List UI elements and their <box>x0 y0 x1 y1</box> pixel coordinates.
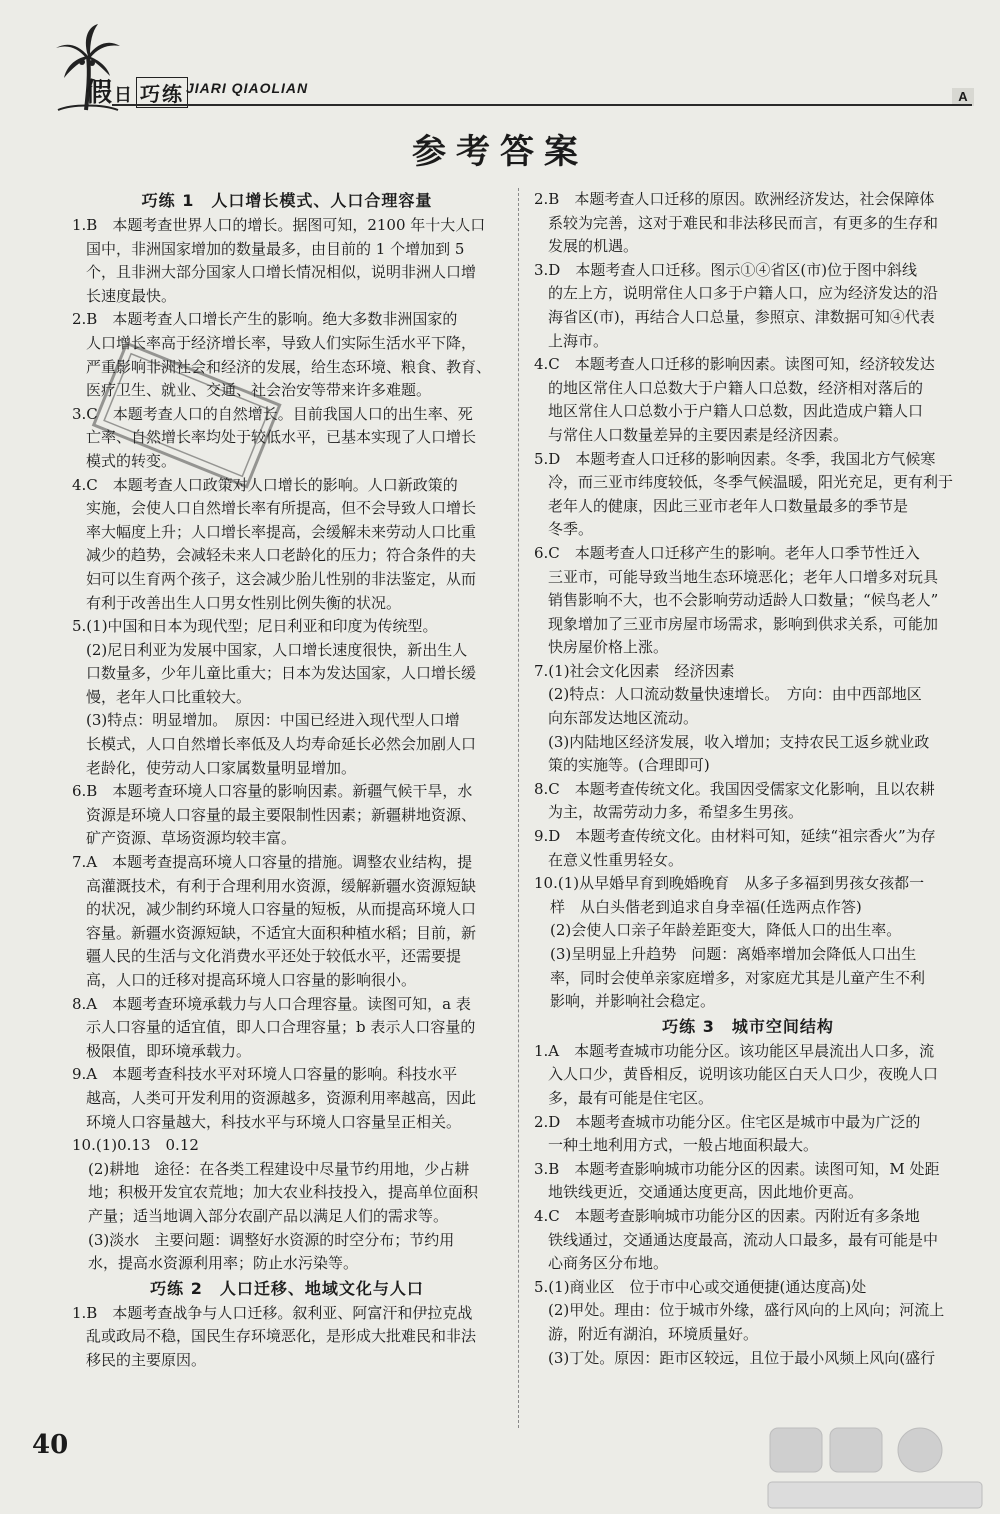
answer-continuation-line: 的左上方，说明常住人口多于户籍人口，应为经济发达的沿 <box>548 284 939 303</box>
answer-line: 8.A 本题考查环境承载力与人口合理容量。读图可知，a 表 <box>72 994 471 1013</box>
edition-badge: A <box>952 88 974 106</box>
answer-continuation-line: 老龄化，使劳动人口家属数量明显增加。 <box>86 758 357 777</box>
answer-continuation-line: 为主，故需劳动力多，希望多生男孩。 <box>548 803 804 822</box>
answer-continuation-line: 策的实施等。(合理即可) <box>548 756 710 775</box>
answer-continuation-line: 上海市。 <box>548 331 609 350</box>
answer-continuation-line: 移民的主要原因。 <box>86 1350 207 1369</box>
answer-continuation-line: (2)特点：人口流动数量快速增长。 方向：由中西部地区 <box>548 685 922 704</box>
answer-continuation-line: 实施，会使人口自然增长率有所提高，但不会导致人口增长 <box>86 499 477 518</box>
answer-continuation-line: 向东部发达地区流动。 <box>548 709 699 728</box>
answer-line: 7.A 本题考查提高环境人口容量的措施。调整农业结构，提 <box>72 853 473 872</box>
answer-continuation-line: 海省区(市)，再结合人口总量，参照京、津数据可知④代表 <box>548 307 935 326</box>
answer-continuation-line: 现象增加了三亚市房屋市场需求，影响到供求关系，可能加 <box>548 614 939 633</box>
answer-continuation-line: 发展的机遇。 <box>548 237 639 256</box>
answer-continuation-line: 个，且非洲大部分国家人口增长情况相似，说明非洲人口增 <box>86 263 477 282</box>
answer-continuation-line: (2)会使人口亲子年龄差距变大，降低人口的出生率。 <box>550 921 902 940</box>
answer-continuation-line: 长模式，人口自然增长率低及人均寿命延长必然会加剧人口 <box>86 735 477 754</box>
answer-continuation-line: 高，人口的迁移对提高环境人口容量的影响很小。 <box>86 971 417 989</box>
answer-continuation-line: 资源是环境人口容量的最主要限制性因素；新疆耕地资源、 <box>86 805 477 824</box>
answer-continuation-line: 水，提高水资源利用率；防止水污染等。 <box>88 1254 359 1273</box>
answer-continuation-line: 示人口容量的适宜值，即人口合理容量；b 表示人口容量的 <box>86 1018 476 1037</box>
answer-continuation-line: (3)淡水 主要问题：调整好水资源的时空分布；节约用 <box>88 1230 455 1249</box>
answer-line: 4.C 本题考查人口迁移的影响因素。读图可知，经济较发达 <box>534 355 935 374</box>
answer-continuation-line: 越高，人类可开发利用的资源越多，资源利用率越高，因此 <box>86 1088 477 1107</box>
answer-continuation-line: 妇可以生育两个孩子，这会减少胎儿性别的非法鉴定，从而 <box>86 569 477 588</box>
answer-line: 3.C 本题考查人口的自然增长。目前我国人口的出生率、死 <box>72 404 473 423</box>
answer-line: 9.A 本题考查科技水平对环境人口容量的影响。科技水平 <box>72 1065 458 1084</box>
answer-line: 5.(1)中国和日本为现代型；尼日利亚和印度为传统型。 <box>72 617 438 636</box>
answer-continuation-line: 一种土地利用方式，一般占地面积最大。 <box>548 1136 819 1155</box>
answer-continuation-line: (3)特点：明显增加。 原因：中国已经进入现代型人口增 <box>86 711 460 730</box>
right-column <box>534 188 962 1370</box>
answer-continuation-line: 铁线通过，交通通达度最高，流动人口最多，最有可能是中 <box>548 1230 939 1249</box>
answer-line: 4.C 本题考查影响城市功能分区的因素。丙附近有多条地 <box>534 1206 920 1225</box>
answer-line: 9.D 本题考查传统文化。由材料可知，延续“祖宗香火”为存 <box>534 827 936 846</box>
answer-line: 2.D 本题考查城市功能分区。住宅区是城市中最为广泛的 <box>534 1112 921 1131</box>
page-number: 40 <box>32 1430 69 1460</box>
section-title: 巧练 3 城市空间结构 <box>662 1016 834 1036</box>
answer-line: 6.C 本题考查人口迁移产生的影响。老年人口季节性迁入 <box>534 543 920 562</box>
answer-continuation-line: 国中，非洲国家增加的数量最多，由目前的 1 个增加到 5 <box>86 239 465 258</box>
answer-continuation-line: 医疗卫生、就业、交通、社会治安等带来许多难题。 <box>86 381 432 400</box>
answer-line: 1.A 本题考查城市功能分区。该功能区早晨流出人口多，流 <box>534 1041 935 1060</box>
answer-continuation-line: 游，附近有湖泊，环境质量好。 <box>548 1324 759 1343</box>
answer-continuation-line: 亡率、自然增长率均处于较低水平，已基本实现了人口增长 <box>86 428 477 447</box>
answer-continuation-line: 矿产资源、草场资源均较丰富。 <box>86 829 297 848</box>
answer-line: 10.(1)0.13 0.12 <box>72 1136 199 1155</box>
answer-continuation-line: 疆人民的生活与文化消费水平还处于较低水平，还需要提 <box>86 947 462 966</box>
answer-continuation-line: 减少的趋势，会减轻未来人口老龄化的压力；符合条件的夫 <box>86 546 477 565</box>
answer-line: 2.B 本题考查人口迁移的原因。欧洲经济发达，社会保障体 <box>534 190 935 208</box>
answer-line: 5.D 本题考查人口迁移的影响因素。冬季，我国北方气候寒 <box>534 449 936 468</box>
answer-continuation-line: 老年人的健康，因此三亚市老年人口数量最多的季节是 <box>548 496 909 515</box>
answer-line: 3.D 本题考查人口迁移。图示①④省区(市)位于图中斜线 <box>534 260 918 279</box>
answer-continuation-line: 地铁线更近，交通通达度更高，因此地价更高。 <box>548 1183 864 1202</box>
answer-continuation-line: (2)耕地 途径：在各类工程建设中尽量节约用地，少占耕 <box>88 1159 470 1178</box>
answer-line: 1.B 本题考查世界人口的增长。据图可知，2100 年十大人口 <box>72 216 486 234</box>
answer-continuation-line: 冬季。 <box>548 520 594 539</box>
answer-line: 5.(1)商业区 位于市中心或交通便捷(通达度高)处 <box>534 1277 867 1296</box>
section-title: 巧练 2 人口迁移、地域文化与人口 <box>150 1278 424 1298</box>
answer-continuation-line: 心商务区分布地。 <box>548 1254 669 1273</box>
answer-continuation-line: 与常住人口数量差异的主要因素是经济因素。 <box>548 425 849 444</box>
header-divider <box>112 104 972 106</box>
answer-continuation-line: 严重影响非洲社会和经济的发展，给生态环境、粮食、教育、 <box>86 357 492 376</box>
answer-continuation-line: 地区常住人口总数小于户籍人口总数，因此造成户籍人口 <box>548 402 924 421</box>
answer-line: 10.(1)从早婚早育到晚婚晚育 从多子多福到男孩女孩都一 <box>534 874 925 893</box>
answer-continuation-line: 样 从白头偕老到追求自身幸福(任选两点作答) <box>550 897 862 916</box>
answer-continuation-line: (3)丁处。原因：距市区较远，且位于最小风频上风向(盛行 <box>548 1348 936 1367</box>
answer-continuation-line: 人口增长率高于经济增长率，导致人们实际生活水平下降， <box>86 333 477 352</box>
left-column <box>72 188 502 1373</box>
answer-line: 2.B 本题考查人口增长产生的影响。绝大多数非洲国家的 <box>72 310 458 329</box>
answer-continuation-line: (3)呈明显上升趋势 问题：离婚率增加会降低人口出生 <box>550 945 917 963</box>
brand-char-3: 巧练 <box>136 77 188 108</box>
brand-char-2: 日 <box>114 85 135 106</box>
page-header <box>0 0 1000 120</box>
answer-continuation-line: 环境人口容量越大，科技水平与环境人口容量呈正相关。 <box>86 1112 462 1131</box>
answer-continuation-line: 有利于改善出生人口男女性别比例失衡的状况。 <box>86 593 402 612</box>
answer-line: 6.B 本题考查环境人口容量的影响因素。新疆气候干旱，水 <box>72 782 473 801</box>
section-title: 巧练 1 人口增长模式、人口合理容量 <box>141 191 433 210</box>
page-title: 参考答案 <box>412 132 588 172</box>
answer-continuation-line: (2)尼日利亚为发展中国家，人口增长速度很快，新出生人 <box>86 640 468 659</box>
brand-name-en: JIARI QIAOLIAN <box>186 80 309 96</box>
answer-continuation-line: 极限值，即环境承载力。 <box>86 1041 252 1060</box>
answer-continuation-line: 慢，老年人口比重较大。 <box>86 687 252 706</box>
answer-line: 8.C 本题考查传统文化。我国因受儒家文化影响，且以农耕 <box>534 779 935 798</box>
column-divider <box>518 188 519 1428</box>
answer-line: 7.(1)社会文化因素 经济因素 <box>534 661 735 680</box>
answer-continuation-line: 的状况，减少制约环境人口容量的短板，从而提高环境人口 <box>86 900 477 919</box>
answer-line: 4.C 本题考查人口政策对人口增长的影响。人口新政策的 <box>72 475 458 494</box>
answer-continuation-line: 长速度最快。 <box>86 286 177 305</box>
answer-continuation-line: 三亚市，可能导致当地生态环境恶化；老年人口增多对玩具 <box>548 567 939 586</box>
answer-continuation-line: 模式的转变。 <box>86 451 177 470</box>
answer-continuation-line: 在意义性重男轻女。 <box>548 850 684 869</box>
answer-continuation-line: 快房屋价格上涨。 <box>548 638 669 657</box>
answer-continuation-line: 乱或政局不稳，国民生存环境恶化，是形成大批难民和非法 <box>86 1327 477 1346</box>
answer-continuation-line: 口数量多，少年儿童比重大；日本为发达国家，人口增长缓 <box>86 664 477 683</box>
answer-continuation-line: 的地区常住人口总数大于户籍人口总数，经济相对落后的 <box>548 378 924 397</box>
answer-continuation-line: 率大幅度上升；人口增长率提高，会缓解未来劳动人口比重 <box>86 522 477 541</box>
answer-continuation-line: 入人口少，黄昏相反，说明该功能区白天人口少，夜晚人口 <box>548 1065 939 1084</box>
watermark-logo-icon <box>760 1424 990 1512</box>
answer-continuation-line: 容量。新疆水资源短缺，不适宜大面积种植水稻；目前，新 <box>86 923 477 942</box>
answer-continuation-line: 率，同时会使单亲家庭增多，对家庭尤其是儿童产生不利 <box>550 968 926 987</box>
answer-continuation-line: 产量；适当地调入部分农副产品以满足人们的需求等。 <box>88 1206 449 1225</box>
brand-char-1: 假 <box>86 78 115 108</box>
answer-line: 1.B 本题考查战争与人口迁移。叙利亚、阿富汗和伊拉克战 <box>72 1303 473 1322</box>
answer-continuation-line: 高灌溉技术，有利于合理利用水资源，缓解新疆水资源短缺 <box>86 876 477 895</box>
answer-continuation-line: 多，最有可能是住宅区。 <box>548 1088 714 1107</box>
answer-continuation-line: 影响，并影响社会稳定。 <box>550 992 716 1011</box>
answer-line: 3.B 本题考查影响城市功能分区的因素。读图可知，M 处距 <box>534 1159 940 1178</box>
answer-continuation-line: (3)内陆地区经济发展，收入增加；支持农民工返乡就业政 <box>548 732 930 751</box>
answer-continuation-line: (2)甲处。理由：位于城市外缘，盛行风向的上风向；河流上 <box>548 1301 945 1320</box>
answer-continuation-line: 系较为完善，这对于难民和非法移民而言，有更多的生存和 <box>548 213 939 232</box>
answer-continuation-line: 地；积极开发宜农荒地；加大农业科技投入，提高单位面积 <box>88 1183 479 1202</box>
answer-continuation-line: 销售影响不大，也不会影响劳动适龄人口数量；“候鸟老人” <box>548 591 939 610</box>
answer-continuation-line: 冷，而三亚市纬度较低，冬季气候温暖，阳光充足，更有利于 <box>548 473 954 492</box>
